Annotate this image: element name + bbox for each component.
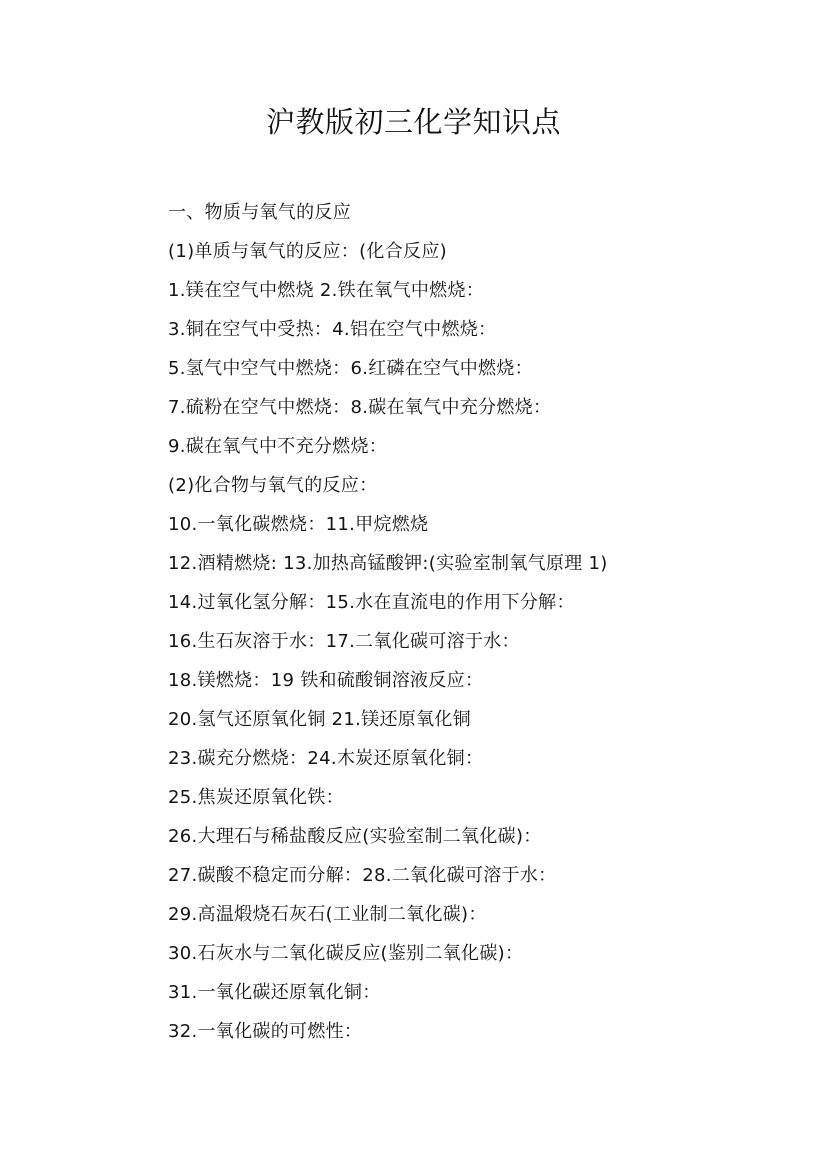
content-line: 9.碳在氧气中不充分燃烧： xyxy=(168,436,388,457)
content-lines xyxy=(168,193,768,1051)
content-line: 14.过氧化氢分解：15.水在直流电的作用下分解： xyxy=(168,592,575,613)
content-line: 12.酒精燃烧: 13.加热高锰酸钾:(实验室制氧气原理 1) xyxy=(168,553,608,574)
content-line: 30.石灰水与二氧化碳反应(鉴别二氧化碳)： xyxy=(168,943,524,964)
content-line: 1.镁在空气中燃烧 2.铁在氧气中燃烧： xyxy=(168,280,485,301)
content-line: 32.一氧化碳的可燃性： xyxy=(168,1021,363,1042)
content-line: 16.生石灰溶于水：17.二氧化碳可溶于水： xyxy=(168,631,520,652)
content-line: 25.焦炭还原氧化铁： xyxy=(168,787,344,808)
content-line: 29.高温煅烧石灰石(工业制二氧化碳)： xyxy=(168,904,487,925)
content-line: 3.铜在空气中受热：4.铝在空气中燃烧： xyxy=(168,319,497,340)
content-line: 7.硫粉在空气中燃烧：8.碳在氧气中充分燃烧： xyxy=(168,397,552,418)
content-line: 10.一氧化碳燃烧：11.甲烷燃烧 xyxy=(168,514,429,535)
content-line: 27.碳酸不稳定而分解：28.二氧化碳可溶于水： xyxy=(168,865,557,886)
document-title: 沪教版初三化学知识点 xyxy=(265,105,561,139)
content-line: (2)化合物与氧气的反应： xyxy=(168,475,378,496)
content-line: 5.氢气中空气中燃烧：6.红磷在空气中燃烧： xyxy=(168,358,533,379)
content-line: (1)单质与氧气的反应：(化合反应) xyxy=(168,241,447,262)
content-line: 18.镁燃烧：19 铁和硫酸铜溶液反应： xyxy=(168,670,484,691)
content-line: 一、物质与氧气的反应 xyxy=(168,202,351,223)
content-line: 20.氢气还原氧化铜 21.镁还原氧化铜 xyxy=(168,709,471,730)
content-line: 23.碳充分燃烧：24.木炭还原氧化铜： xyxy=(168,748,484,769)
content-line: 26.大理石与稀盐酸反应(实验室制二氧化碳)： xyxy=(168,826,542,847)
content-line: 31.一氧化碳还原氧化铜： xyxy=(168,982,381,1003)
